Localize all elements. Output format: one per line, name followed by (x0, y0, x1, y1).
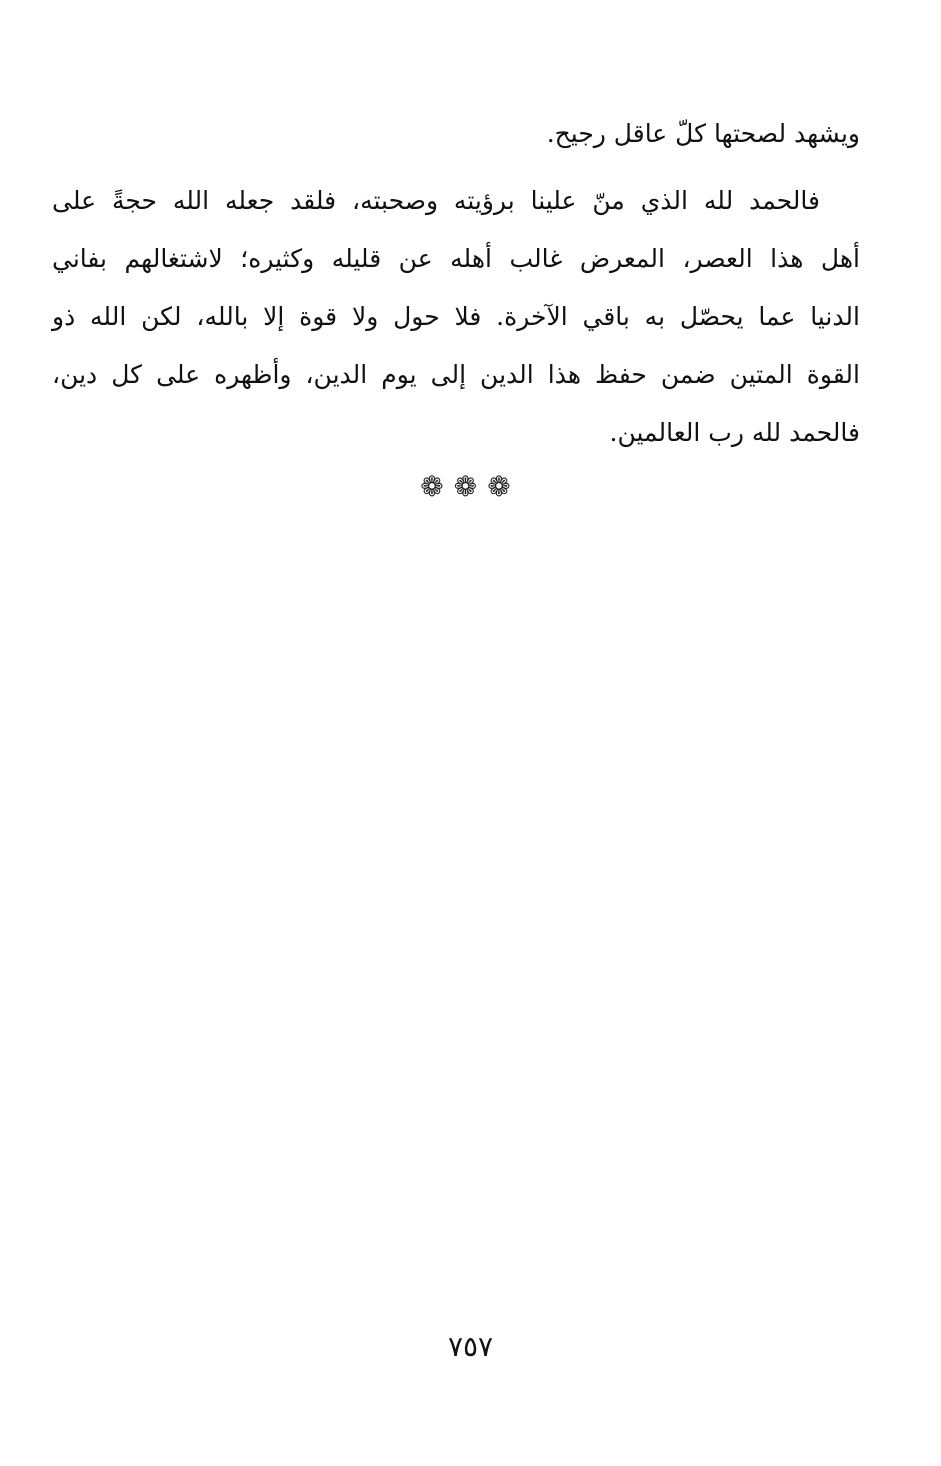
paragraph-1 (52, 105, 860, 163)
text-line: القوة المتين ضمن حفظ هذا الدين إلى يوم الدين، وأظهره على كل دين، (52, 360, 860, 389)
section-divider-ornament: ❁❁❁ (420, 470, 521, 503)
text-line: فالحمد لله الذي منّ علينا برؤيته وصحبته، فلقد جعله الله حجةً على (52, 186, 820, 215)
page-number: ٧٥٧ (447, 1330, 494, 1363)
text-line: فالحمد لله رب العالمين. (609, 418, 860, 447)
text-line: الدنيا عما يحصّل به باقي الآخرة. فلا حول ولا قوة إلا بالله، لكن الله ذو (52, 302, 860, 331)
text-line: أهل هذا العصر، المعرض غالب أهله عن قليله وكثيره؛ لاشتغالهم بفاني (52, 244, 860, 273)
text-line: ويشهد لصحتها كلّ عاقل رجيح. (546, 119, 860, 148)
paragraph-2 (52, 172, 860, 462)
